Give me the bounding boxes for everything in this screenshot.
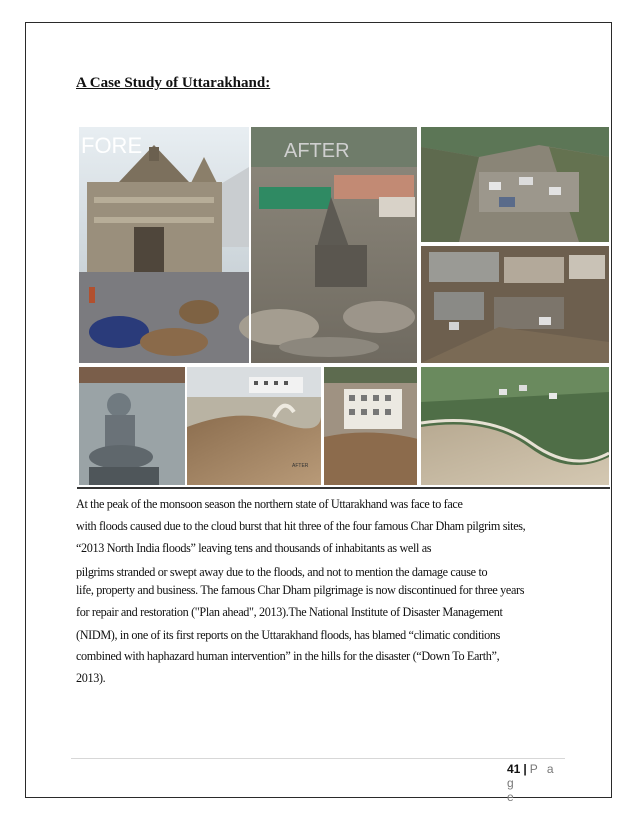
paragraph-line: life, property and business. The famous Char Dham pilgrimage is now discontinued for three years xyxy=(76,583,525,597)
page-word-continuation: e xyxy=(507,790,517,804)
paragraph-line: pilgrims stranded or swept away due to the floods, and not to mention the damage cause to xyxy=(76,565,488,579)
page-number: 41 xyxy=(507,762,521,776)
page-footer xyxy=(507,762,567,804)
before-temple-photo xyxy=(79,127,249,363)
flood-wave-photo xyxy=(187,367,321,485)
collage-divider xyxy=(77,487,610,489)
after-temple-photo xyxy=(239,127,417,363)
paragraph-line: At the peak of the monsoon season the northern state of Uttarakhand was face to face xyxy=(76,497,463,511)
footer-divider xyxy=(71,758,565,759)
footer-separator: | xyxy=(523,762,527,776)
river-valley-photo xyxy=(421,367,609,485)
flood-photo-collage xyxy=(79,127,609,485)
collapsed-houses-photo xyxy=(421,246,609,363)
paragraph-line: (NIDM), in one of its first reports on the Uttarakhand floods, has blamed “climatic conditions xyxy=(76,628,501,642)
small-after-label: AFTER xyxy=(292,463,309,469)
paragraph-line: with floods caused due to the cloud burst that hit three of the four famous Char Dham pilgrim sites, xyxy=(76,519,526,533)
shiva-statue-photo xyxy=(79,367,187,485)
after-label: AFTER xyxy=(284,140,350,162)
paragraph-line: 2013). xyxy=(76,671,106,685)
paragraph-line: for repair and restoration ("Plan ahead", 2013).The National Institute of Disaster Management xyxy=(76,605,503,619)
paragraph-line: combined with haphazard human intervention” in the hills for the disaster (“Down To Earth”, xyxy=(76,649,500,663)
before-label: FORE xyxy=(81,133,143,158)
building-collapse-photo xyxy=(324,367,418,485)
valley-debris-photo xyxy=(421,127,609,242)
paragraph-line: “2013 North India floods” leaving tens and thousands of inhabitants as well as xyxy=(76,541,432,555)
page-title: A Case Study of Uttarakhand: xyxy=(76,75,271,91)
page-word: P a g xyxy=(507,762,557,790)
